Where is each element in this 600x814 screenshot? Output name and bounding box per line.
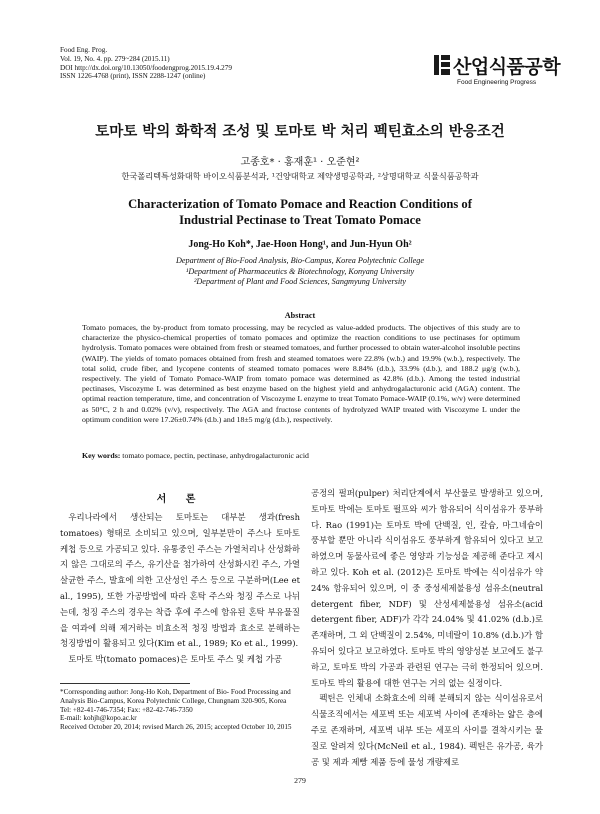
journal-logo-text: 산업식품공학 <box>453 56 561 78</box>
affiliations-english <box>0 256 600 288</box>
footnote-divider <box>60 683 190 684</box>
journal-logo-mark-icon <box>433 54 451 76</box>
journal-meta <box>60 46 232 81</box>
journal-logo <box>433 52 561 92</box>
paper-title-english-line2: Industrial Pectinase to Treat Tomato Pomace <box>179 213 421 227</box>
journal-issn: ISSN 1226-4768 (print), ISSN 2288-1247 (online) <box>60 72 206 81</box>
paper-title-english <box>0 196 600 228</box>
authors-korean: 고종호* · 홍재훈¹ · 오준현² <box>240 157 360 168</box>
body-column-right <box>311 486 543 770</box>
affiliation-english-1: Department of Bio-Food Analysis, Bio-Campus, Korea Polytechnic College <box>175 256 425 265</box>
page-number: 279 <box>294 776 306 785</box>
affiliation-english-2: ¹Department of Pharmaceutics & Biotechnology, Konyang University <box>185 266 415 276</box>
footnote-corresponding: *Corresponding author: Jong-Ho Koh, Department of Bio- Food Processing and Analysis Bio-Campus, Korea Polytechnic College, Chungnam 320-905, Korea <box>60 688 291 705</box>
footnote-received: Received October 20, 2014; revised March 26, 2015; accepted October 10, 2015 <box>60 723 292 732</box>
abstract-body: Tomato pomaces, the by-product from tomato processing, may be recycled as value-added products. The objectives of this study are to characterize the physico-chemical properties of tomato pomaces and optimize the reaction conditions to use pectinases for optimum hydrolysis. Tomato pomaces were obtained from fresh or steamed tomatoes, and further processed to obtain water-alcohol insoluble pectins (WAIP). The yields of tomato pomaces obtained from fresh and steamed tomatoes were 22.8% (w.b.) and 19.9% (w.b.), respectively. The total solid, crude fiber, and lycopene contents of steamed tomato pomaces were 8.84% (d.b.), 33.9% (d.b.), and 188.2 μg/g (w.b.), respectively. The yield of Tomato Pomace-WAIP from tomato pomace was determined as 42.8% (d.b.). Among the tested industrial pectinases, Viscozyme L was determined as best enzyme based on the highest yield and anhydrogalacturonic acid (AGA) content. The optimal reaction temperature, time, and concentration of Viscozyme L enzyme to treat Tomato Pomace-WAIP (0.1%, w/v) were determined as 50°C, 2 h and 0.02% (v/v), respectively. The AGA and fructose contents of hydrolyzed WAIP treated with Viscozyme L under the optimum condition were 17.26±0.74% (d.b.) and 18±5 mg/g (d.b.), respectively. <box>82 323 520 424</box>
footnote-email: E-mail: kohjh@kopo.ac.kr <box>60 714 137 723</box>
affiliation-english-3: ²Department of Plant and Food Sciences, Sangmyung University <box>193 277 407 286</box>
keywords <box>82 451 520 460</box>
footnote-tel: Tel: +82-41-746-7354; Fax: +82-42-746-7350 <box>60 705 193 714</box>
paper-title-english-line1: Characterization of Tomato Pomace and Reaction Conditions of <box>128 197 472 211</box>
body-paragraph: 펙틴은 인체내 소화효소에 의해 분해되지 않는 식이섬유로서 식물조직에서는 세포벽 또는 세포벽 사이에 존재하는 얇은 층에 주로 존재하며, 세포벽 내부 또는 세포의 사이를 결착시키는 물질로 알려져 있다(McNeil et al., 1984). 펙틴은 유가공, 육가공 및 제과 제빵 제품 등에 물성 개량제로 <box>311 693 543 767</box>
body-paragraph: 토마토 박(tomato pomaces)은 토마토 주스 및 케첩 가공 <box>68 654 282 665</box>
abstract-heading: Abstract <box>284 311 316 320</box>
body-column-left <box>60 510 300 668</box>
journal-doi: DOI http://dx.doi.org/10.13050/foodengprog.2015.19.4.279 <box>60 63 232 72</box>
journal-logo-subtitle: Food Engineering Progress <box>457 79 537 86</box>
journal-volume: Vol. 19, No. 4. pp. 279~284 (2015.11) <box>60 54 170 63</box>
keywords-label: Key words: <box>82 451 121 460</box>
section-heading-introduction: 서 론 <box>156 494 204 505</box>
keywords-text: tomato pomace, pectin, pectinase, anhydrogalacturonic acid <box>122 451 309 460</box>
authors-english: Jong-Ho Koh*, Jae-Hoon Hong¹, and Jun-Hyun Oh² <box>188 239 412 250</box>
footnote <box>60 688 300 732</box>
body-paragraph: 공정의 펄퍼(pulper) 처리단계에서 부산물로 발생하고 있으며, 토마토 박에는 토마토 펄프와 씨가 함유되어 식이섬유가 풍부하다. Rao (1991)는 토마토 박에 단백질, 인, 칼슘, 마그네슘이 풍부할 뿐만 아니라 식이섬유도 풍부하게 함유되어 있다고 보고하였으며 동물사료에 좋은 영양과 기능성을 제공해 준다고 제시하고 있다. Koh et al. (2012)은 토마토 박에는 식이섬유가 약 24% 함유되어 있으며, 이 중 중성세제불용성 섬유소(neutral detergent fiber, NDF) 및 산성세제불용성 섬유소(acid detergent fiber, ADF)가 각각 24.04% 및 41.02% (d.b.)로 존재하며, 그 외 단백질이 2.54%, 미네랄이 10.8% (d.b.)가 함유되어 있다고 보고하였다. 토마토 박의 영양성분 보고에도 불구하고, 토마토 박의 가공과 관련된 연구는 극히 한정되어 있으며. 토마토 박의 활용에 대한 연구는 거의 없는 실정이다. <box>311 488 543 688</box>
journal-name: Food Eng. Prog. <box>60 46 108 54</box>
affiliations-korean: 한국폴리텍특성화대학 바이오식품분석과, ¹건양대학교 제약생명공학과, ²상명대학교 식물식품공학과 <box>121 171 479 181</box>
body-paragraph: 우리나라에서 생산되는 토마토는 대부분 생과(fresh tomatoes) 형태로 소비되고 있으며, 일부분만이 주스나 토마토 케첩 등으로 가공되고 있다. 유통중인 주스는 가열처리나 산성화하지 않은 그대로의 주스, 유기산을 첨가하여 산성화시킨 주스, 가열 살균한 주스, 발효에 의한 고산성인 주스 등으로 구분하며(Lee et al., 1995), 또한 가공방법에 따라 혼탁 주스와 청징 주스로 나뉘는데, 청징 주스의 경우는 착즙 후에 주스에 함유된 혼탁 부유물질을 여과에 의해 제거하는 비효소적 청징 방법과 효소로 분해하는 청징방법이 활용되고 있다(Kim et al., 1989; Ko et al., 1999). <box>60 512 300 649</box>
paper-title-korean: 토마토 박의 화학적 조성 및 토마토 박 처리 펙틴효소의 반응조건 <box>95 124 505 140</box>
